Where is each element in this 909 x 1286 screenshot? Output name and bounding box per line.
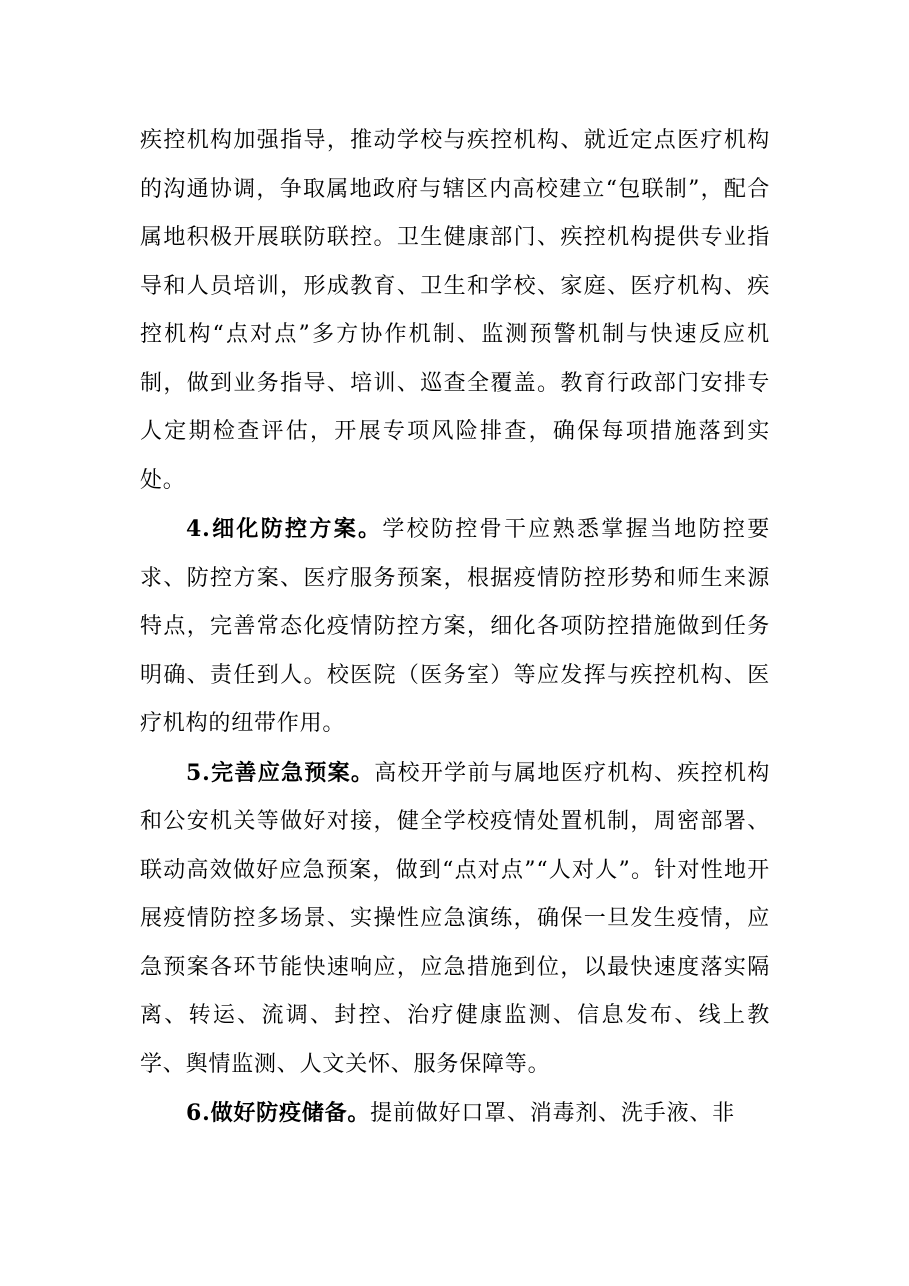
paragraph-item-4 xyxy=(140,505,770,749)
paragraph-text: 高校开学前与属地医疗机构、疾控机构和公安机关等做好对接，健全学校疫情处置机制，周密部署、联动高效做好应急预案，做到“点对点”“人对人”。针对性地开展疫情防控多场景、实操性应急演练，确保一旦发生疫情，应急预案各环节能快速响应，应急措施到位，以最快速度落实隔离、转运、流调、封控、治疗健康监测、信息发布、线上教学、舆情监测、人文关怀、服务保障等。 xyxy=(140,760,770,1077)
document-page xyxy=(140,117,770,1139)
paragraph-heading: 5.完善应急预案。 xyxy=(186,759,375,786)
paragraph-continuation xyxy=(140,117,770,505)
paragraph-item-6 xyxy=(140,1089,770,1139)
paragraph-heading: 6.做好防疫储备。 xyxy=(186,1100,371,1126)
paragraph-text: 学校防控骨干应熟悉掌握当地防控要求、防控方案、医疗服务预案，根据疫情防控形势和师生来源特点，完善常态化疫情防控方案，细化各项防控措施做到任务明确、责任到人。校医院（医务室）等应发挥与疾控机构、医疗机构的纽带作用。 xyxy=(140,517,770,736)
paragraph-item-5 xyxy=(140,749,770,1090)
paragraph-heading: 4.细化防控方案。 xyxy=(186,516,383,542)
paragraph-text: 疾控机构加强指导，推动学校与疾控机构、就近定点医疗机构的沟通协调，争取属地政府与辖区内高校建立“包联制”，配合属地积极开展联防联控。卫生健康部门、疾控机构提供专业指导和人员培训，形成教育、卫生和学校、家庭、医疗机构、疾控机构“点对点”多方协作机制、监测预警机制与快速反应机制，做到业务指导、培训、巡查全覆盖。教育行政部门安排专人定期检查评估，开展专项风险排查，确保每项措施落到实处。 xyxy=(140,128,770,493)
paragraph-text: 提前做好口罩、消毒剂、洗手液、非 xyxy=(370,1101,735,1126)
